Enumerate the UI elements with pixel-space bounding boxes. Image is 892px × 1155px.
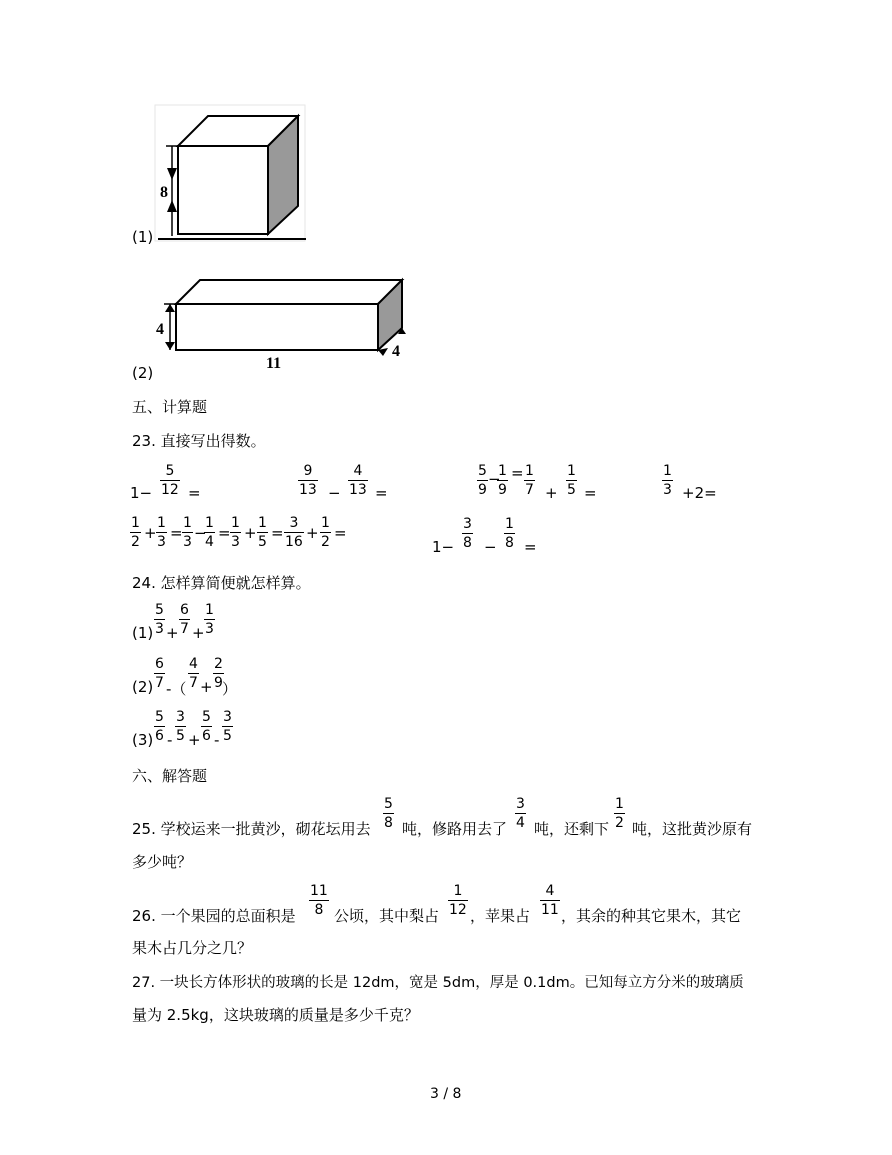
fraction: 1 5: [567, 463, 576, 498]
operator: +: [306, 524, 319, 542]
equals-sign: =: [524, 538, 537, 556]
q24-title: 24. 怎样算简便就怎样算。: [132, 574, 311, 592]
fraction: 1 3: [183, 515, 192, 550]
q24-p3-label: (3): [132, 731, 154, 749]
operator: =: [218, 524, 231, 542]
fraction: 5 8: [384, 796, 393, 831]
q23-title: 23. 直接写出得数。: [132, 432, 266, 450]
q23-r1-e1-lead: 1−: [130, 484, 153, 502]
section-5-title: 五、计算题: [132, 398, 208, 416]
fraction: 3 4: [516, 796, 525, 831]
section-6-title: 六、解答题: [132, 767, 208, 785]
fraction: 6 7: [180, 602, 189, 637]
fraction: 1 12: [449, 883, 467, 918]
fraction: 4 7: [189, 656, 198, 691]
q26-text-line2: 果木占几分之几？: [132, 939, 253, 957]
cuboid-height-label: 4: [156, 321, 164, 338]
fraction: 1 4: [205, 515, 214, 550]
fraction: 11 8: [310, 883, 328, 918]
operator: +: [200, 678, 213, 696]
operator: +: [192, 624, 205, 642]
q26-text-2: 公顷，其中梨占: [334, 907, 440, 925]
fraction: 1 3: [205, 602, 214, 637]
cube-figure: [150, 100, 310, 245]
fraction: 6 7: [155, 656, 164, 691]
operator: −: [488, 470, 501, 488]
equals-sign: =: [334, 524, 347, 542]
fraction: 4 11: [541, 883, 559, 918]
q24-p1-label: (1): [132, 624, 154, 642]
q27-text-line1: 27. 一块长方体形状的玻璃的长是 12dm，宽是 5dm，厚是 0.1dm。已知每立方分米的玻璃质: [132, 975, 744, 991]
cuboid-length-label: 11: [266, 355, 282, 372]
fraction: 1 3: [231, 515, 240, 550]
fraction: 2 9: [214, 656, 223, 691]
fraction: 1 9: [498, 463, 507, 498]
cube-height-label: 8: [160, 184, 168, 201]
operator: -: [167, 731, 173, 749]
q23-r2-e2-lead: 1−: [432, 538, 455, 556]
operator: +: [188, 731, 201, 749]
figure-1-label: (1): [132, 228, 154, 246]
q25-text-line2: 多少吨？: [132, 853, 193, 871]
fraction: 1 7: [525, 463, 534, 498]
operator: +: [144, 524, 157, 542]
q25-text-4: 吨，这批黄沙原有: [632, 820, 753, 838]
fraction: 5 6: [155, 709, 164, 744]
operator: +: [545, 484, 558, 502]
fraction: 3 16: [285, 515, 303, 550]
fraction: 5 9: [478, 463, 487, 498]
q26-text-3: ，苹果占: [470, 907, 531, 925]
operator: +: [244, 524, 257, 542]
fraction: 4 13: [349, 463, 367, 498]
q25-text-1: 25. 学校运来一批黄沙，砌花坛用去: [132, 820, 371, 838]
q25-text-2: 吨，修路用去了: [402, 820, 508, 838]
fraction: 1 2: [615, 796, 624, 831]
cuboid-width-label: 4: [392, 343, 400, 360]
fraction: 9 13: [299, 463, 317, 498]
operator: =: [170, 524, 183, 542]
operator: +: [166, 624, 179, 642]
fraction: 1 2: [321, 515, 330, 550]
equals-sign: =: [375, 484, 388, 502]
fraction: 3 5: [176, 709, 185, 744]
operator: -（: [166, 680, 187, 698]
operator: =: [511, 464, 524, 482]
operator: -: [214, 731, 220, 749]
fraction: 1 3: [663, 463, 672, 498]
q24-p2-label: (2): [132, 678, 154, 696]
fraction: 3 8: [463, 516, 472, 551]
q23-r1-e4-tail: +2=: [682, 484, 717, 502]
figure-2-label: (2): [132, 364, 154, 382]
q25-text-3: 吨，还剩下: [534, 820, 610, 838]
fraction: 5 6: [202, 709, 211, 744]
operator: −: [194, 524, 207, 542]
equals-sign: =: [584, 484, 597, 502]
operator: −: [484, 538, 497, 556]
fraction: 1 2: [131, 515, 140, 550]
q27-text-line2: 量为 2.5kg，这块玻璃的质量是多少千克？: [132, 1006, 419, 1024]
operator: =: [271, 524, 284, 542]
page-number: 3 / 8: [430, 1086, 462, 1102]
fraction: 1 8: [505, 516, 514, 551]
q26-text-4: ，其余的种其它果木，其它: [561, 907, 742, 925]
fraction: 5 12: [161, 463, 179, 498]
fraction: 5 3: [155, 602, 164, 637]
cuboid-figure: [150, 272, 420, 372]
fraction: 1 3: [157, 515, 166, 550]
q26-text-1: 26. 一个果园的总面积是: [132, 907, 296, 925]
operator: −: [328, 484, 341, 502]
fraction: 1 5: [258, 515, 267, 550]
close-paren: ）: [222, 680, 238, 698]
equals-sign: =: [188, 484, 201, 502]
fraction: 3 5: [223, 709, 232, 744]
